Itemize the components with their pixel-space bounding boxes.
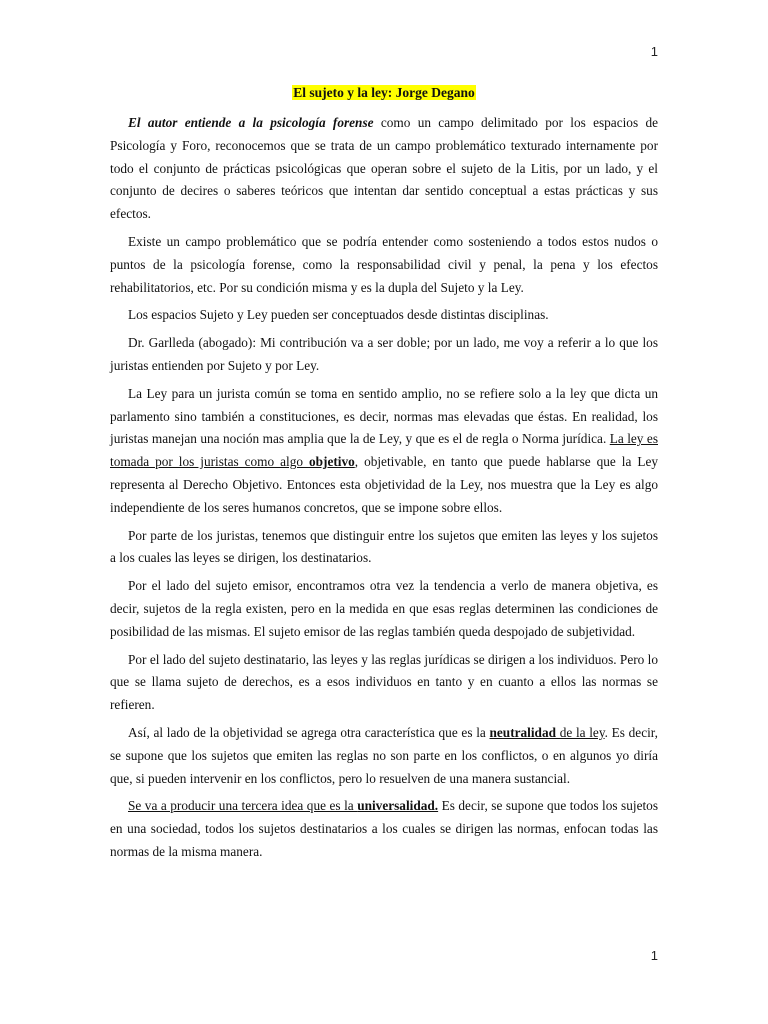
document-title: El sujeto y la ley: Jorge Degano	[293, 85, 475, 100]
paragraph-9	[110, 722, 658, 790]
paragraph-6: Por parte de los juristas, tenemos que distinguir entre los sujetos que emiten las leyes y los sujetos a los cuales las leyes se dirigen, los destinatarios.	[110, 527, 658, 566]
paragraph-10-text-b: Es decir, se supone que todos los sujetos en una sociedad, todos los sujetos destinatarios a los cuales se dirigen las normas, enfocan todas las normas de la misma manera.	[110, 798, 658, 859]
paragraph-9-text-a: Así, al lado de la objetividad se agrega otra característica que es la	[128, 724, 490, 740]
paragraph-1	[110, 112, 658, 226]
paragraph-5	[110, 383, 658, 520]
paragraph-10	[110, 795, 658, 863]
paragraph-3: Los espacios Sujeto y Ley pueden ser conceptuados desde distintas disciplinas.	[128, 307, 549, 323]
paragraph-7: Por el lado del sujeto emisor, encontramos otra vez la tendencia a verlo de manera objetiva, es decir, sujetos de la regla existen, pero en la medida en que esas reglas determinen las condiciones de posibilidad de las mismas. El sujeto emisor de las reglas también queda despojado de subjetividad.	[110, 578, 658, 639]
document-body	[110, 84, 658, 869]
paragraph-10-underlined: Se va a producir una tercera idea que es la	[128, 798, 358, 814]
paragraph-9-keyword-neutralidad: neutralidad	[489, 724, 556, 740]
paragraph-9-underlined: de la ley	[556, 724, 605, 740]
paragraph-1-text: como un campo delimitado por los espacios de Psicología y Foro, reconocemos que se trata de un campo problemático texturado internamente por todo el conjunto de prácticas psicológicas que operan sobre el sujeto de la Litis, por un lado, y el conjunto de decires o saberes teóricos que intentan dar sentido conceptual a estas prácticas y sus efectos.	[110, 115, 658, 222]
paragraph-5-keyword-objetivo: objetivo	[308, 454, 355, 470]
page-number-top: 1	[650, 44, 658, 59]
title-block	[110, 84, 658, 102]
paragraph-4: Dr. Garlleda (abogado): Mi contribución va a ser doble; por un lado, me voy a referir a lo que los juristas entienden por Sujeto y por Ley.	[110, 335, 658, 373]
paragraph-5-text-a: La Ley para un jurista común se toma en sentido amplio, no se refiere solo a la ley que dicta un parlamento sino también a constituciones, es decir, normas mas elevadas que éstas. En realidad, los juristas manejan una noción mas amplia que la de Ley, y que es el de regla o Norma jurídica.	[110, 385, 658, 447]
paragraph-1-lead: El autor entiende a la psicología forense	[128, 115, 374, 130]
paragraph-2: Existe un campo problemático que se podría entender como sosteniendo a todos estos nudos o puntos de la psicología forense, como la responsabilidad civil y penal, la pena y los efectos rehabilitatorios, etc. Por su condición misma y es la dupla del Sujeto y la Ley.	[110, 233, 658, 295]
paragraph-8: Por el lado del sujeto destinatario, las leyes y las reglas jurídicas se dirigen a los individuos. Pero lo que se llama sujeto de derechos, es a esos individuos en tanto y en cuanto a ellos las normas se refieren.	[110, 651, 658, 713]
paragraph-5-text-b: , objetivable, en tanto que puede hablarse que la Ley representa al Derecho Objetivo. Entonces esta objetividad de la Ley, nos muestra que la Ley es algo independiente de los seres humanos concretos, que se impone sobre ellos.	[110, 454, 658, 515]
paragraph-5-underlined: La ley es tomada por los juristas como algo	[110, 431, 658, 470]
page-number-bottom: 1	[650, 948, 658, 963]
paragraph-9-text-b: . Es decir, se supone que los sujetos que emiten las reglas no son parte en los conflictos, o en algunos yo diría que, si pueden intervenir en los conflictos, pero lo resuelven de una manera sustancial.	[110, 724, 659, 786]
paragraph-10-keyword-universalidad: universalidad.	[357, 798, 439, 814]
